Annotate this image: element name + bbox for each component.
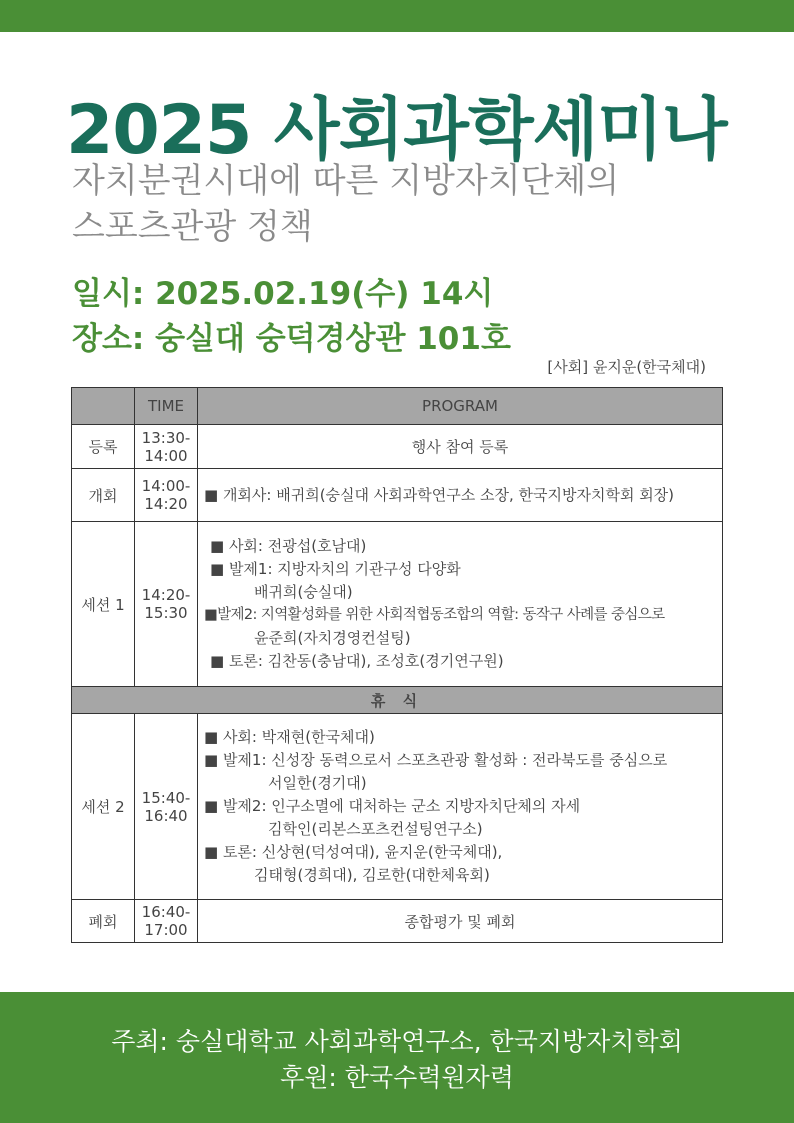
event-venue: 장소: 숭실대 숭덕경상관 101호	[72, 321, 511, 357]
session-name: 세션 1	[72, 522, 135, 687]
subtitle	[72, 158, 619, 250]
time-end: 14:00	[144, 446, 188, 465]
event-info	[72, 272, 511, 362]
program-line: ■ 발제1: 지방자치의 기관구성 다양화	[210, 560, 461, 578]
program-line: 윤준희(자치경영컨설팅)	[254, 629, 411, 647]
program-line: 김학인(리본스포츠컨설팅연구소)	[268, 820, 483, 838]
session-time	[135, 469, 198, 522]
program-line: ■발제2: 지역활성화를 위한 사회적협동조합의 역할: 동작구 사례를 중심으로	[204, 607, 665, 623]
break-label: 휴 식	[72, 687, 723, 714]
session-name: 등록	[72, 425, 135, 469]
program-line: ■ 사회: 박재현(한국체대)	[204, 728, 375, 746]
program-line: 배귀희(숭실대)	[254, 583, 353, 601]
program-line: 서일한(경기대)	[268, 774, 367, 792]
program-line: ■ 개회사: 배귀희(숭실대 사회과학연구소 소장, 한국지방자치학회 회장)	[204, 485, 675, 504]
session-time	[135, 522, 198, 687]
program-cell	[198, 469, 723, 522]
program-line: ■ 토론: 김찬동(충남대), 조성호(경기연구원)	[210, 652, 504, 670]
time-end: 17:00	[144, 921, 188, 939]
header-time: TIME	[135, 388, 198, 425]
time-start: 13:30-	[141, 428, 191, 447]
time-end: 15:30	[144, 604, 188, 622]
footer-host: 주최: 숭실대학교 사회과학연구소, 한국지방자치학회	[111, 1027, 683, 1056]
program-line: ■ 발제1: 신성장 동력으로서 스포츠관광 활성화 : 전라북도를 중심으로	[204, 751, 668, 769]
session-time	[135, 900, 198, 943]
subtitle-line-1: 자치분권시대에 따른 지방자치단체의	[72, 161, 620, 201]
table-header-row	[72, 388, 723, 425]
table-row	[72, 469, 723, 522]
table-row	[72, 425, 723, 469]
time-end: 16:40	[144, 806, 188, 825]
subtitle-line-2: 스포츠관광 정책	[72, 207, 313, 247]
table-row	[72, 900, 723, 943]
page-title: 2025 사회과학세미나	[66, 91, 727, 170]
time-start: 16:40-	[141, 903, 191, 921]
header-session	[72, 388, 135, 425]
header-program: PROGRAM	[198, 388, 723, 425]
time-end: 14:20	[144, 495, 188, 513]
program-text: 종합평가 및 폐회	[198, 900, 723, 943]
session-time	[135, 425, 198, 469]
program-line: ■ 사회: 전광섭(호남대)	[210, 537, 367, 555]
program-line: ■ 발제2: 인구소멸에 대처하는 군소 지방자치단체의 자세	[204, 797, 581, 815]
program-table	[71, 387, 723, 943]
time-start: 14:00-	[141, 477, 191, 495]
session-name: 폐회	[72, 900, 135, 943]
program-line: ■ 토론: 신상현(덕성여대), 윤지운(한국체대),	[204, 843, 503, 861]
moderator-label: [사회] 윤지운(한국체대)	[547, 358, 706, 376]
program-cell	[198, 522, 723, 687]
break-row	[72, 687, 723, 714]
session-name: 세션 2	[72, 714, 135, 900]
event-datetime: 일시: 2025.02.19(수) 14시	[72, 276, 494, 312]
table-row	[72, 714, 723, 900]
footer-text	[0, 1024, 794, 1096]
table-row	[72, 522, 723, 687]
session-name: 개회	[72, 469, 135, 522]
time-start: 14:20-	[141, 586, 191, 604]
program-cell	[198, 714, 723, 900]
program-line: 김태형(경희대), 김로한(대한체육회)	[254, 866, 490, 884]
footer-sponsor: 후원: 한국수력원자력	[280, 1063, 514, 1092]
time-start: 15:40-	[141, 788, 191, 807]
session-time	[135, 714, 198, 900]
top-banner	[0, 0, 794, 32]
program-text: 행사 참여 등록	[198, 425, 723, 469]
